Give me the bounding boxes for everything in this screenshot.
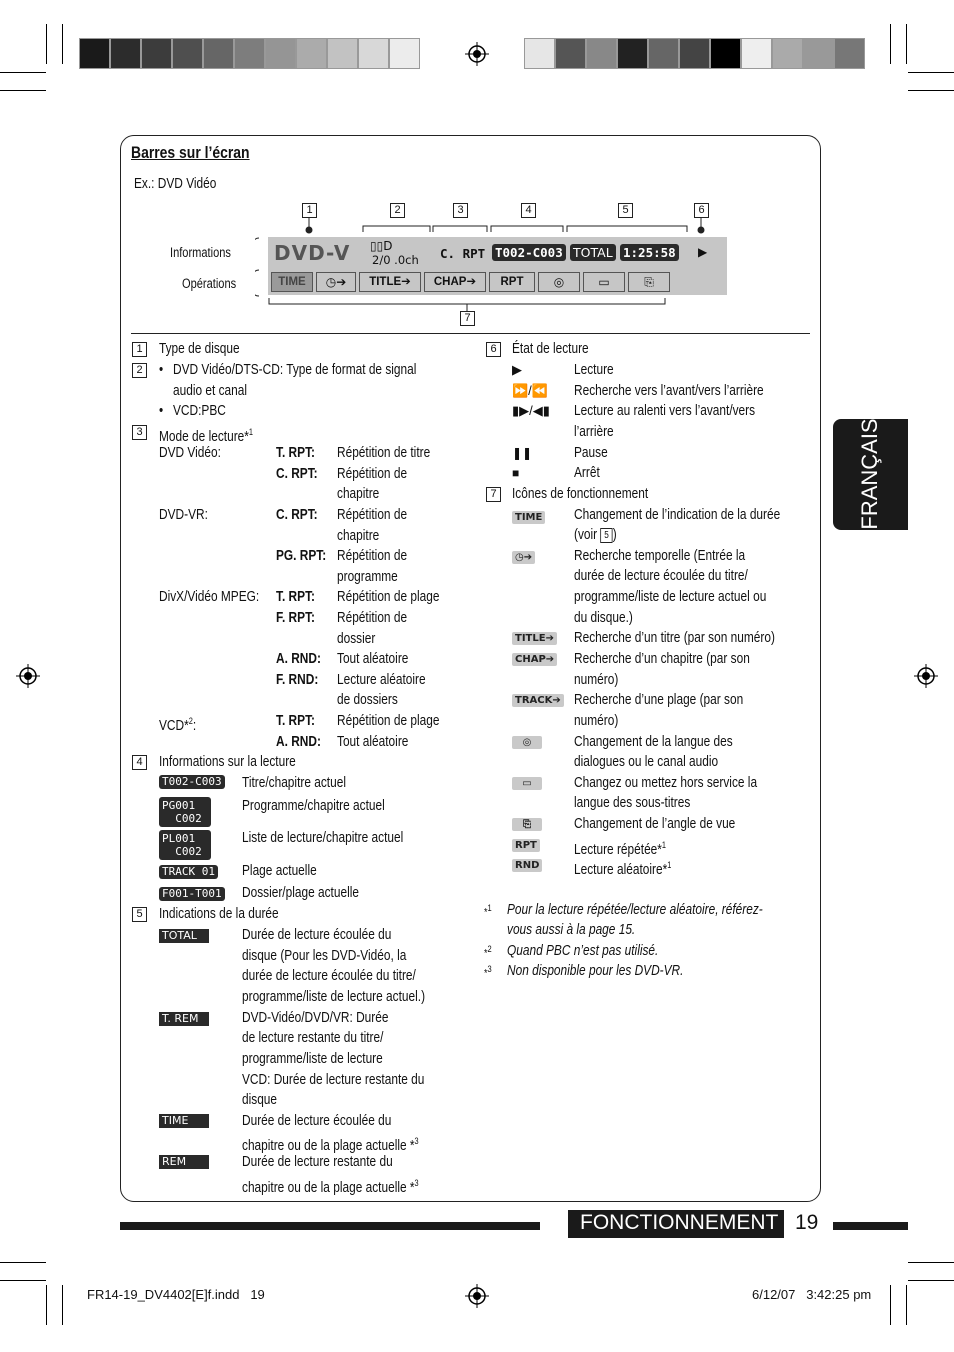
angle-icon[interactable]: ⎘ xyxy=(628,272,670,292)
mode-vcd: VCD*$^2$: xyxy=(159,716,197,734)
stop-icon: ■ xyxy=(512,466,520,480)
time-indicator: 1:25:58 xyxy=(620,244,679,261)
print-filename: FR14-19_DV4402[E]f.indd 19 xyxy=(87,1287,265,1302)
repeat-indicator: C. RPT xyxy=(440,246,486,261)
callout-3: 3 xyxy=(453,203,468,218)
item-number-4: 4 xyxy=(132,755,147,770)
title-icon: TITLE➔ xyxy=(512,632,557,645)
item-5: Indications de la durée xyxy=(159,906,279,922)
op-time[interactable]: TIME xyxy=(271,272,313,292)
footnote-3: Non disponible pour les DVD-VR. xyxy=(507,963,684,979)
item-number-2: 2 xyxy=(132,363,147,378)
registration-mark-icon xyxy=(465,42,489,66)
repeat-icon: RPT xyxy=(512,839,540,852)
item-2-line1: DVD Vidéo/DTS-CD: Type de format de signal xyxy=(173,362,417,378)
badge-trem: T. REM xyxy=(159,1012,209,1026)
footer-rule-right xyxy=(833,1222,908,1230)
time-search-icon: ◷➔ xyxy=(512,551,535,564)
item-7: Icônes de fonctionnement xyxy=(512,486,649,502)
item-number-5: 5 xyxy=(132,907,147,922)
play-icon: ▶ xyxy=(512,362,522,377)
op-time-search[interactable]: ◷➔ xyxy=(316,272,356,292)
callout-2: 2 xyxy=(390,203,405,218)
badge-time: TIME xyxy=(159,1114,209,1128)
mode-divx: DivX/Vidéo MPEG: xyxy=(159,589,260,605)
badge-t002: T002-C003 xyxy=(159,775,225,789)
footnote-2: Quand PBC n’est pas utilisé. xyxy=(507,943,659,959)
subtitle-icon: ▭ xyxy=(512,777,542,790)
op-chap[interactable]: CHAP➔ xyxy=(424,272,486,292)
print-date: 6/12/07 3:42:25 pm xyxy=(752,1287,872,1302)
registration-mark-icon xyxy=(465,1284,489,1308)
color-calibration-bar-right xyxy=(524,38,865,69)
callout-7: 7 xyxy=(460,311,475,326)
callout-5: 5 xyxy=(618,203,633,218)
audio-icon: ◎ xyxy=(512,736,542,749)
item-number-6: 6 xyxy=(486,342,501,357)
audio-icon[interactable]: ◎ xyxy=(538,272,580,292)
item-2-line2: audio et canal xyxy=(173,383,248,399)
badge-rem: REM xyxy=(159,1155,209,1169)
badge-track: TRACK 01 xyxy=(159,865,218,879)
example-label: Ex.: DVD Vidéo xyxy=(134,176,217,192)
item-1: Type de disque xyxy=(159,341,240,357)
row-label-informations: Informations xyxy=(170,245,231,260)
badge-pl: PL001 C002 xyxy=(159,830,211,860)
callout-4: 4 xyxy=(521,203,536,218)
track-indicator: T002-C003 xyxy=(492,244,566,261)
section-title: Barres sur l’écran xyxy=(131,143,250,162)
pause-icon: ❚❚ xyxy=(512,446,533,460)
badge-folder: F001-T001 xyxy=(159,887,225,901)
registration-mark-icon xyxy=(914,664,938,688)
item-4: Informations sur la lecture xyxy=(159,754,296,770)
op-title[interactable]: TITLE➔ xyxy=(359,272,421,292)
slow-motion-icon: ▮▶/◀▮ xyxy=(512,403,550,418)
callout-1: 1 xyxy=(302,203,317,218)
footnote-1: Pour la lecture répétée/lecture aléatoire, référez- xyxy=(507,902,763,918)
time-icon: TIME xyxy=(512,511,545,524)
item-2-vcd: VCD:PBC xyxy=(173,403,226,419)
mode-dvdvr: DVD-VR: xyxy=(159,507,208,523)
play-state-icon: ▶ xyxy=(698,245,708,259)
mode-dvdvideo: DVD Vidéo: xyxy=(159,445,221,461)
color-calibration-bar-left xyxy=(79,38,420,69)
angle-icon: ⎘ xyxy=(512,818,542,831)
item-6: État de lecture xyxy=(512,341,589,357)
row-label-operations: Opérations xyxy=(182,276,237,291)
search-forward-back-icon: ⏩/⏪ xyxy=(512,383,548,398)
divider xyxy=(131,333,810,334)
badge-pg: PG001 C002 xyxy=(159,797,211,827)
osd-bar xyxy=(268,237,727,295)
item-3: Mode de lecture*$^1$ xyxy=(159,427,254,445)
dolby-icon: ▯▯D xyxy=(370,239,393,253)
op-rpt[interactable]: RPT xyxy=(489,272,535,292)
audio-format: 2/0 .0ch xyxy=(372,253,419,267)
total-label: TOTAL xyxy=(570,244,616,261)
random-icon: RND xyxy=(512,859,542,872)
item-number-7: 7 xyxy=(486,487,501,502)
language-tab: FRANÇAIS xyxy=(833,419,908,530)
item-number-3: 3 xyxy=(132,425,147,440)
track-icon: TRACK➔ xyxy=(512,694,564,707)
registration-mark-icon xyxy=(16,664,40,688)
chapter-icon: CHAP➔ xyxy=(512,653,557,666)
disc-logo: DVD-V xyxy=(274,241,351,265)
subtitle-icon[interactable]: ▭ xyxy=(583,272,625,292)
item-number-1: 1 xyxy=(132,342,147,357)
footer-section-label: FONCTIONNEMENT xyxy=(568,1210,784,1238)
ops-row xyxy=(271,272,670,292)
footer-rule-left xyxy=(120,1222,540,1230)
page-number: 19 xyxy=(795,1211,819,1234)
callout-6: 6 xyxy=(694,203,709,218)
badge-total: TOTAL xyxy=(159,929,209,943)
